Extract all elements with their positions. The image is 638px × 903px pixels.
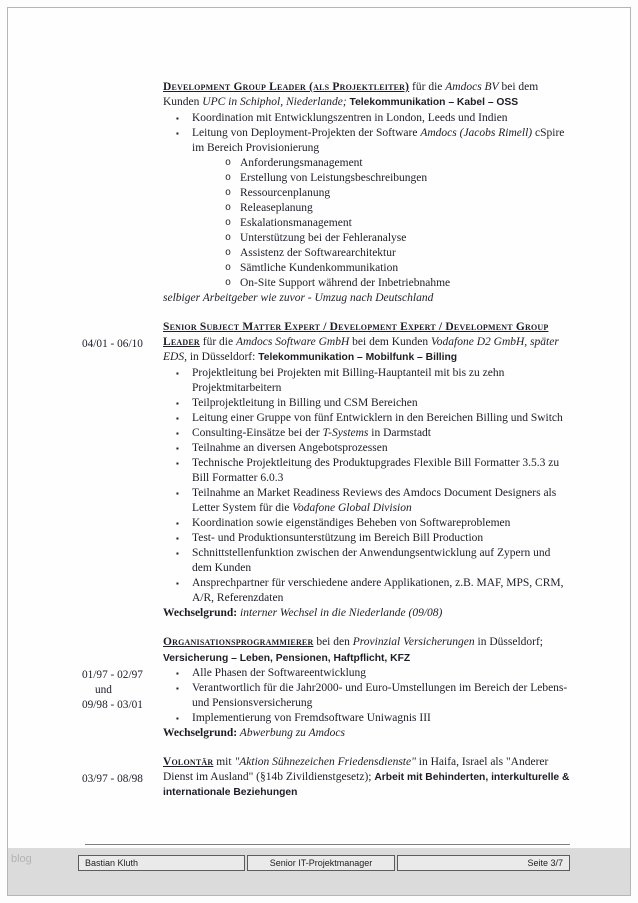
footer-name-cell: Bastian Kluth — [78, 855, 245, 871]
bullet-item — [163, 396, 572, 411]
job-title: Volontär — [163, 756, 214, 768]
bullet-square-icon: ▪ — [176, 414, 179, 423]
watermark-text: blog — [11, 853, 32, 865]
sub-bullet-text: Ressourcenplanung — [240, 187, 331, 199]
bullet-square-icon: ▪ — [176, 579, 179, 588]
bullet-item — [163, 456, 572, 486]
bullet-circle-icon: o — [225, 278, 232, 289]
bullet-run: Consulting-Einsätze bei der — [192, 427, 323, 439]
heading-text: bei dem Kunden — [163, 81, 539, 108]
sub-bullet-text: Anforderungsmanagement — [240, 157, 363, 169]
change-reason-text: interner Wechsel in die Niederlande (09/08) — [237, 607, 443, 619]
heading-text: bei den — [313, 636, 353, 648]
footer-table — [78, 855, 570, 871]
bullet-text: Test- und Produktionsunterstützung im Bereich Bill Production — [192, 532, 484, 544]
experience-entry-volontaer — [82, 755, 572, 801]
bullet-item — [163, 426, 572, 441]
bullet-item — [163, 711, 572, 726]
date-line: 09/98 - 03/01 — [82, 699, 143, 711]
sub-bullet-text: Unterstützung bei der Fehleranalyse — [240, 232, 407, 244]
job-title: Organisationsprogrammierer — [163, 636, 314, 648]
entry-body — [163, 320, 572, 621]
sub-bullet-item — [163, 231, 572, 246]
bullet-item — [163, 681, 572, 711]
bullet-square-icon: ▪ — [176, 489, 179, 498]
bullet-text — [192, 486, 572, 516]
bullet-square-icon: ▪ — [176, 519, 179, 528]
heading-text: bei dem Kunden — [349, 336, 432, 348]
industry-tags: Telekommunikation – Mobilfunk – Billing — [258, 352, 458, 363]
relocation-note: selbiger Arbeitgeber wie zuvor - Umzug nach Deutschland — [163, 292, 434, 304]
bullet-square-icon: ▪ — [176, 549, 179, 558]
bullet-text: Verantwortlich für die Jahr2000- und Euro-Umstellungen im Bereich der Lebens- und Pensionsversicherung — [192, 682, 568, 709]
sub-bullet-item — [163, 171, 572, 186]
bullet-text — [192, 426, 572, 441]
bullet-square-icon: ▪ — [176, 459, 179, 468]
heading-text: für die — [409, 81, 446, 93]
bullet-circle-icon: o — [225, 233, 232, 244]
change-reason — [163, 606, 572, 621]
bullet-text: Teilnahme an diversen Angebotsprozessen — [192, 442, 388, 454]
heading-text: mit — [213, 756, 235, 768]
page-content — [8, 8, 630, 801]
sub-bullet-item — [163, 186, 572, 201]
heading-text: in Düsseldorf: — [186, 351, 259, 363]
bullet-run: Teilnahme an Market Readiness Reviews des Amdocs Document Designers als Letter System für die — [192, 487, 557, 514]
sub-bullet-item — [163, 246, 572, 261]
sub-bullet-item — [163, 201, 572, 216]
bullet-circle-icon: o — [225, 263, 232, 274]
bullet-square-icon: ▪ — [176, 429, 179, 438]
sub-bullet-item — [163, 216, 572, 231]
sub-bullet-item — [163, 276, 572, 291]
bullet-item — [163, 666, 572, 681]
bullet-text: Koordination mit Entwicklungszentren in London, Leeds und Indien — [192, 112, 508, 124]
date-range — [82, 755, 163, 801]
page-border — [7, 7, 631, 896]
bullet-text: Leitung einer Gruppe von fünf Entwicklern in den Bereichen Billing und Switch — [192, 412, 563, 424]
sub-bullet-item — [163, 156, 572, 171]
bullet-circle-icon: o — [225, 218, 232, 229]
bullet-text: Teilprojektleitung in Billing und CSM Bereichen — [192, 397, 418, 409]
bullet-run-italic: Vodafone Global Division — [292, 502, 412, 514]
bullet-text: Ansprechpartner für verschiedene andere Applikationen, z.B. MAF, MPS, CRM, A/R, Referenzdaten — [192, 577, 564, 604]
bullet-circle-icon: o — [225, 158, 232, 169]
bullet-circle-icon: o — [225, 173, 232, 184]
bullet-run: cSpire im Bereich Provisionierung — [192, 127, 565, 154]
bullet-text: Implementierung von Fremdsoftware Uniwagnis III — [192, 712, 431, 724]
experience-entry-vodafone — [82, 320, 572, 621]
bullet-item — [163, 486, 572, 516]
entry-body — [163, 755, 572, 801]
bullet-item — [163, 441, 572, 456]
heading-text: für die — [199, 336, 236, 348]
sub-bullet-text: Assistenz der Softwarearchitektur — [240, 247, 396, 259]
client: Vodafone D2 GmbH, später EDS, — [163, 336, 559, 363]
employer: Amdocs Software GmbH — [235, 336, 350, 348]
date-range — [82, 635, 163, 741]
bullet-square-icon: ▪ — [176, 369, 179, 378]
sub-bullet-text: Releaseplanung — [240, 202, 313, 214]
client: UPC in Schiphol, Niederlande; — [202, 96, 350, 108]
focus-tags: Arbeit mit Behinderten, interkulturelle & internationale Beziehungen — [163, 772, 570, 798]
bullet-run-italic: T-Systems — [322, 427, 369, 439]
date-line-connector: und — [95, 684, 112, 696]
date-range-empty — [82, 80, 163, 306]
sub-bullet-text: On-Site Support während der Inbetriebnahme — [240, 277, 451, 289]
experience-entry-provinzial — [82, 635, 572, 741]
bullet-item — [163, 411, 572, 426]
change-reason-text: Abwerbung zu Amdocs — [237, 727, 345, 739]
sub-bullet-item — [163, 261, 572, 276]
bullet-square-icon: ▪ — [176, 714, 179, 723]
industry-tags: Versicherung – Leben, Pensionen, Haftpflicht, KFZ — [163, 653, 411, 664]
experience-entry-upc — [82, 80, 572, 306]
bullet-square-icon: ▪ — [176, 129, 179, 138]
bullet-circle-icon: o — [225, 248, 232, 259]
date-line: 01/97 - 02/97 — [82, 669, 143, 681]
date-line: 03/97 - 08/98 — [82, 773, 143, 785]
bullet-circle-icon: o — [225, 188, 232, 199]
entry-heading — [163, 80, 572, 110]
bullet-text: Technische Projektleitung des Produktupgrades Flexible Bill Formatter 3.5.3 zu Bill Formatter 6.0.3 — [192, 457, 560, 484]
bullet-item — [163, 576, 572, 606]
employer: Provinzial Versicherungen — [352, 636, 475, 648]
bullet-square-icon: ▪ — [176, 534, 179, 543]
sub-bullet-text: Eskalationsmanagement — [240, 217, 352, 229]
bullet-text: Alle Phasen der Softwareentwicklung — [192, 667, 367, 679]
footer-page-cell: Seite 3/7 — [397, 855, 570, 871]
footer-area — [8, 848, 630, 895]
footer-separator-line — [85, 844, 570, 845]
bullet-circle-icon: o — [225, 203, 232, 214]
entry-heading — [163, 635, 572, 650]
heading-text: in Düsseldorf; — [474, 636, 543, 648]
bullet-text — [192, 126, 572, 156]
entry-body — [163, 80, 572, 306]
entry-body — [163, 635, 572, 741]
bullet-square-icon: ▪ — [176, 684, 179, 693]
bullet-square-icon: ▪ — [176, 444, 179, 453]
employer: Amdocs BV — [445, 81, 499, 93]
entry-heading — [163, 320, 572, 365]
bullet-item — [163, 126, 572, 156]
change-reason-label: Wechselgrund: — [163, 727, 238, 739]
organization: "Aktion Sühnezeichen Friedensdienste" — [234, 756, 416, 768]
sub-bullet-text: Sämtliche Kundenkommunikation — [240, 262, 399, 274]
bullet-square-icon: ▪ — [176, 669, 179, 678]
bullet-square-icon: ▪ — [176, 114, 179, 123]
change-reason-label: Wechselgrund: — [163, 607, 238, 619]
date-range — [82, 320, 163, 621]
entry-heading — [163, 755, 572, 800]
bullet-item — [163, 111, 572, 126]
bullet-run-italic: Amdocs (Jacobs Rimell) — [420, 127, 533, 139]
bullet-item — [163, 531, 572, 546]
bullet-item — [163, 546, 572, 576]
bullet-square-icon: ▪ — [176, 399, 179, 408]
bullet-run: Leitung von Deployment-Projekten der Software — [192, 127, 421, 139]
industry-tags: Telekommunikation – Kabel – OSS — [349, 97, 519, 108]
sub-bullet-text: Erstellung von Leistungsbeschreibungen — [240, 172, 428, 184]
bullet-text: Projektleitung bei Projekten mit Billing-Hauptanteil mit bis zu zehn Projektmitarbeitern — [192, 367, 505, 394]
footer-role-cell: Senior IT-Projektmanager — [247, 855, 395, 871]
heading-text: in Haifa, Israel als "Anderer Dienst im Ausland" (§14b Zivildienstgesetz); — [163, 756, 549, 783]
change-reason — [163, 726, 572, 741]
bullet-item — [163, 516, 572, 531]
bullet-run: in Darmstadt — [368, 427, 432, 439]
job-title: Senior Subject Matter Expert / Development Expert / Development Group Leader — [163, 321, 549, 348]
date-line: 04/01 - 06/10 — [82, 338, 143, 350]
bullet-text: Koordination sowie eigenständiges Beheben von Softwareproblemen — [192, 517, 511, 529]
bullet-item — [163, 366, 572, 396]
bullet-text: Schnittstellenfunktion zwischen der Anwendungsentwicklung auf Zypern und dem Kunden — [192, 547, 551, 574]
job-title: Development Group Leader (als Projektleiter) — [163, 81, 410, 93]
